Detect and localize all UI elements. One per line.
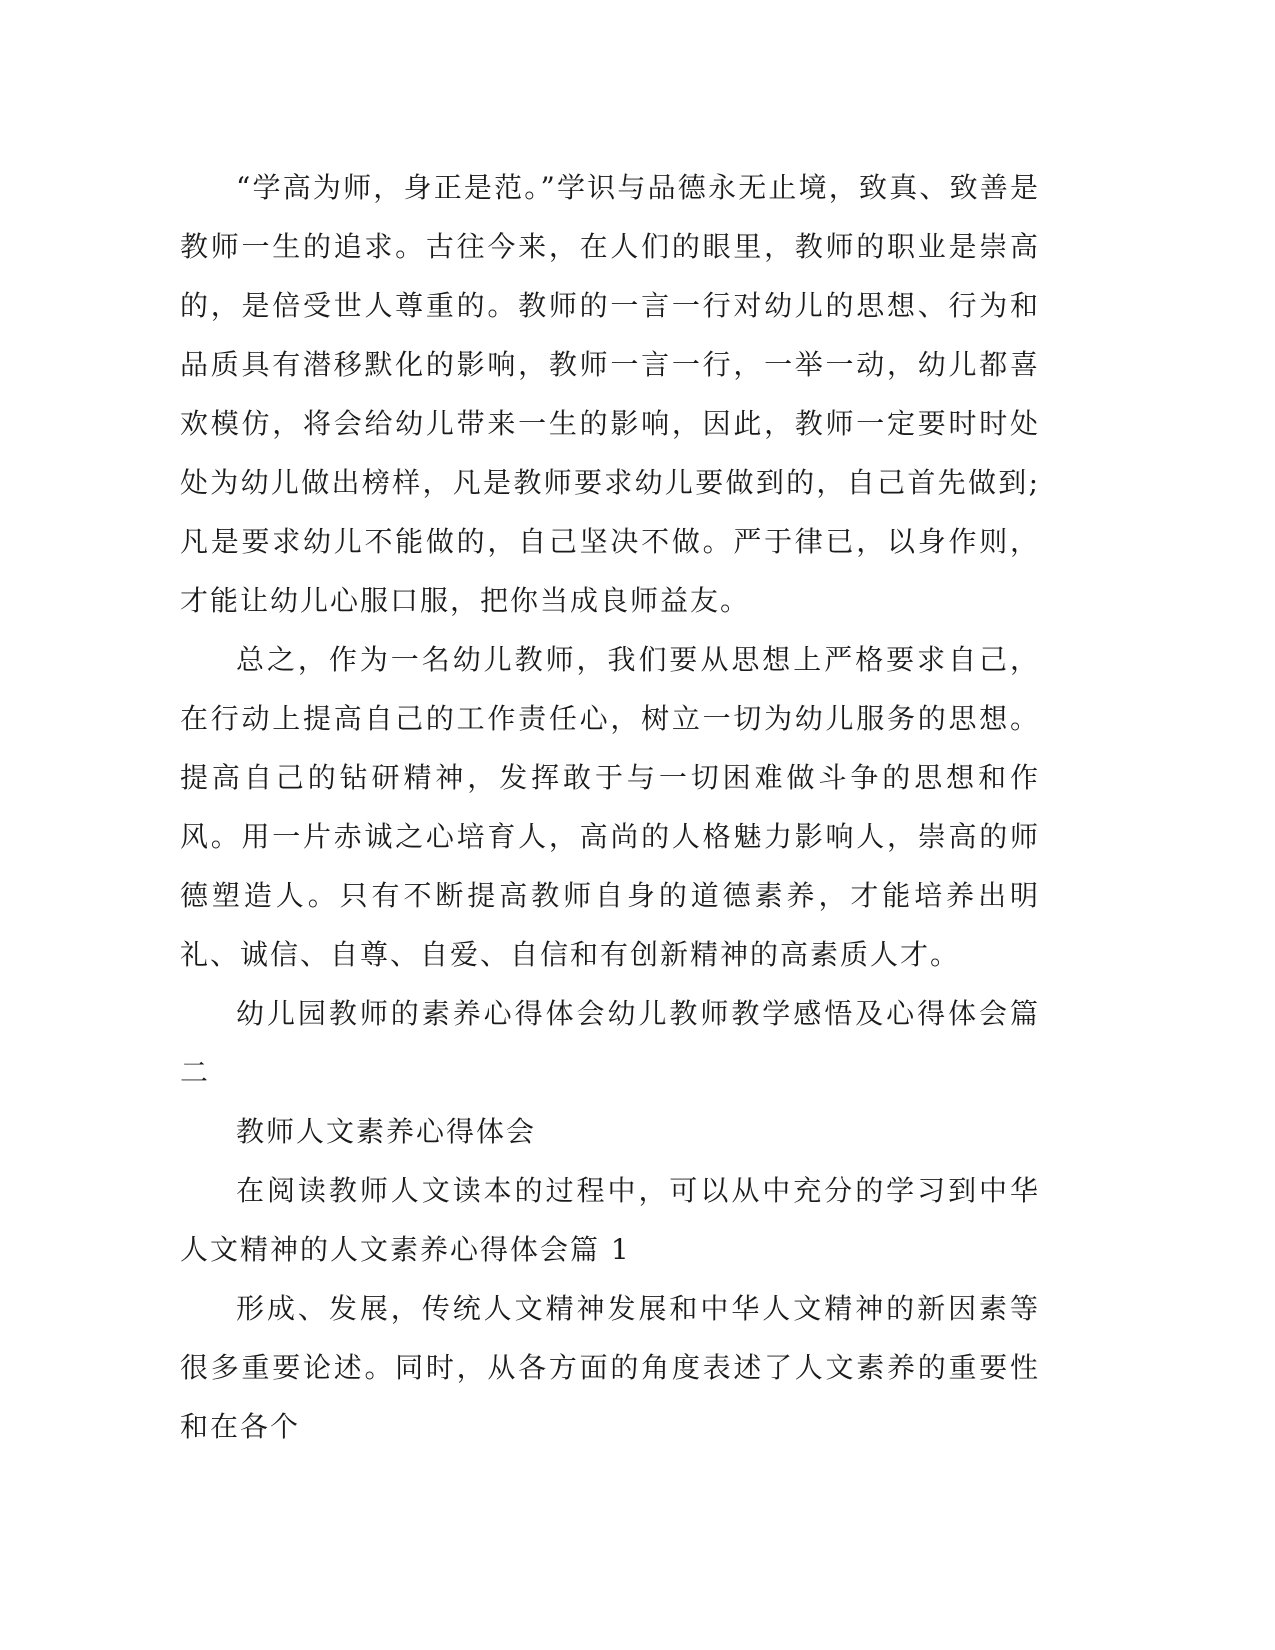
paragraph-reading-intro: 在阅读教师人文读本的过程中，可以从中充分的学习到中华人文精神的人文素养心得体会篇 1 — [180, 1174, 1040, 1266]
section-subheading: 教师人文素养心得体会 — [236, 1115, 537, 1148]
paragraph-development: 形成、发展，传统人文精神发展和中华人文精神的新因素等很多重要论述。同时，从各方面的角度表述了人文素养的重要性和在各个 — [180, 1292, 1040, 1443]
section-heading-part-two: 幼儿园教师的素养心得体会幼儿教师教学感悟及心得体会篇二 — [180, 997, 1040, 1089]
paragraph-summary: 总之，作为一名幼儿教师，我们要从思想上严格要求自己，在行动上提高自己的工作责任心，树立一切为幼儿服务的思想。提高自己的钻研精神，发挥敢于与一切困难做斗争的思想和作风。用一片赤诚之心培育人，高尚的人格魅力影响人，崇高的师德塑造人。只有不断提高教师自身的道德素养，才能培养出明礼、诚信、自尊、自爱、自信和有创新精神的高素质人才。 — [180, 643, 1040, 971]
paragraph-teacher-virtue: “学高为师，身正是范。”学识与品德永无止境，致真、致善是教师一生的追求。古往今来，在人们的眼里，教师的职业是崇高的，是倍受世人尊重的。教师的一言一行对幼儿的思想、行为和品质具有潜移默化的影响，教师一言一行，一举一动，幼儿都喜欢模仿，将会给幼儿带来一生的影响，因此，教师一定要时时处处为幼儿做出榜样，凡是教师要求幼儿要做到的，自己首先做到;凡是要求幼儿不能做的，自己坚决不做。严于律已，以身作则，才能让幼儿心服口服，把你当成良师益友。 — [180, 171, 1040, 617]
document-body — [180, 158, 1040, 1456]
